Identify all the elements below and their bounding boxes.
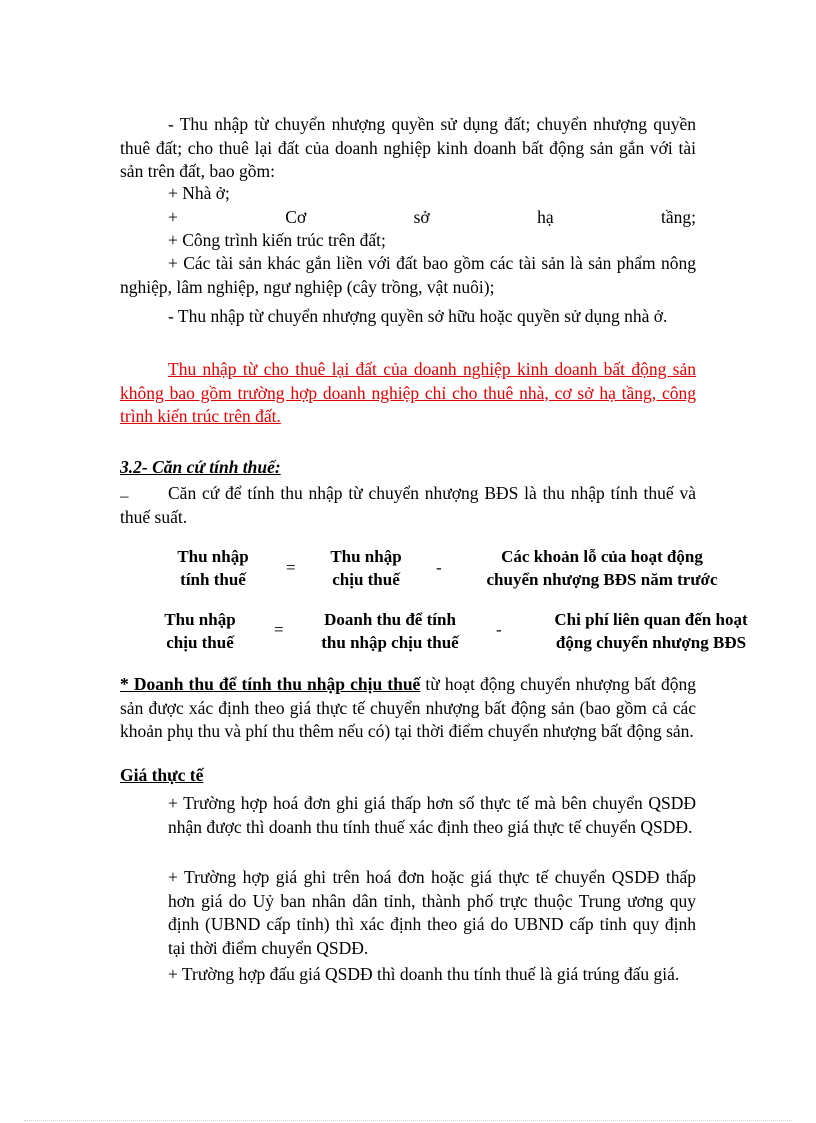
revenue-text: từ hoạt động chuyển nhượng bất động sản được xác định theo giá thực tế chuyển nhượng bất động sản (bao gồm cả các khoản phụ thu và phí thu thêm nếu có) tại thời điểm chuyển nhượng bất động sản. — [120, 674, 696, 741]
formula1-lhs: Thu nhập tính thuế — [177, 547, 249, 589]
case-invoice-lower: + Trường hợp hoá đơn ghi giá thấp hơn số thực tế mà bên chuyển QSDĐ nhận được thì doanh thu tính thuế xác định theo giá thực tế chuyển QSDĐ. — [168, 793, 696, 837]
formula1-middle: Thu nhập chịu thuế — [330, 547, 402, 589]
word: tầng; — [660, 207, 696, 227]
case-below-provincial-price: + Trường hợp giá ghi trên hoá đơn hoặc giá thực tế chuyển QSDĐ thấp hơn giá do Uỷ ban nhân dân tỉnh, thành phố trực thuộc Trung ương quy định (UBND cấp tỉnh) thì xác định theo giá do UBND cấp tỉnh quy định tại thời điểm chuyển QSDĐ. — [168, 867, 696, 958]
list-item-housing: + Nhà ở; — [168, 183, 230, 203]
case-auction: + Trường hợp đấu giá QSDĐ thì doanh thu tính thuế là giá trúng đấu giá. — [168, 964, 680, 984]
minus-sign: - — [496, 620, 502, 639]
list-item-infrastructure — [168, 206, 696, 230]
formula1-rhs: Các khoản lỗ của hoạt động chuyển nhượng BĐS năm trước — [486, 547, 718, 589]
actual-price-label: Giá thực tế — [120, 765, 204, 785]
word: sở — [413, 207, 430, 227]
page-bottom-divider — [24, 1120, 792, 1121]
section-heading: 3.2- Căn cứ tính thuế: — [120, 457, 281, 477]
list-item-other-assets: + Các tài sản khác gắn liền với đất bao gồm các tài sản là sản phẩm nông nghiệp, lâm nghiệp, ngư nghiệp (cây trồng, vật nuôi); — [120, 253, 696, 297]
equals-sign: = — [286, 558, 296, 577]
paragraph-house-transfer-income: - Thu nhập từ chuyển nhượng quyền sở hữu hoặc quyền sử dụng nhà ở. — [168, 306, 668, 326]
formula2-middle: Doanh thu để tính thu nhập chịu thuế — [321, 610, 459, 652]
word: hạ — [537, 207, 554, 227]
paragraph-revenue — [120, 673, 696, 744]
list-item-construction: + Công trình kiến trúc trên đất; — [168, 230, 386, 250]
red-underlined-note: Thu nhập từ cho thuê lại đất của doanh nghiệp kinh doanh bất động sản không bao gồm trường hợp doanh nghiệp chỉ cho thuê nhà, cơ sở hạ tầng, công trình kiến trúc trên đất. — [120, 359, 696, 426]
paragraph-tax-basis: Căn cứ để tính thu nhập từ chuyển nhượng BĐS là thu nhập tính thuế và thuế suất. — [120, 483, 696, 527]
formula2-rhs: Chi phí liên quan đến hoạt động chuyển nhượng BĐS — [554, 610, 748, 652]
plus-sign: + — [168, 207, 178, 227]
minus-sign: - — [436, 558, 442, 577]
equals-sign: = — [274, 620, 284, 639]
revenue-label: * Doanh thu để tính thu nhập chịu thuế — [120, 674, 421, 694]
word: Cơ — [285, 207, 307, 227]
paragraph-land-transfer-income: - Thu nhập từ chuyển nhượng quyền sử dụng đất; chuyển nhượng quyền thuê đất; cho thuê lại đất của doanh nghiệp kinh doanh bất động sản gắn với tài sản trên đất, bao gồm: — [120, 114, 696, 181]
formula2-lhs: Thu nhập chịu thuế — [164, 610, 236, 652]
dash-bullet: – — [120, 486, 129, 505]
